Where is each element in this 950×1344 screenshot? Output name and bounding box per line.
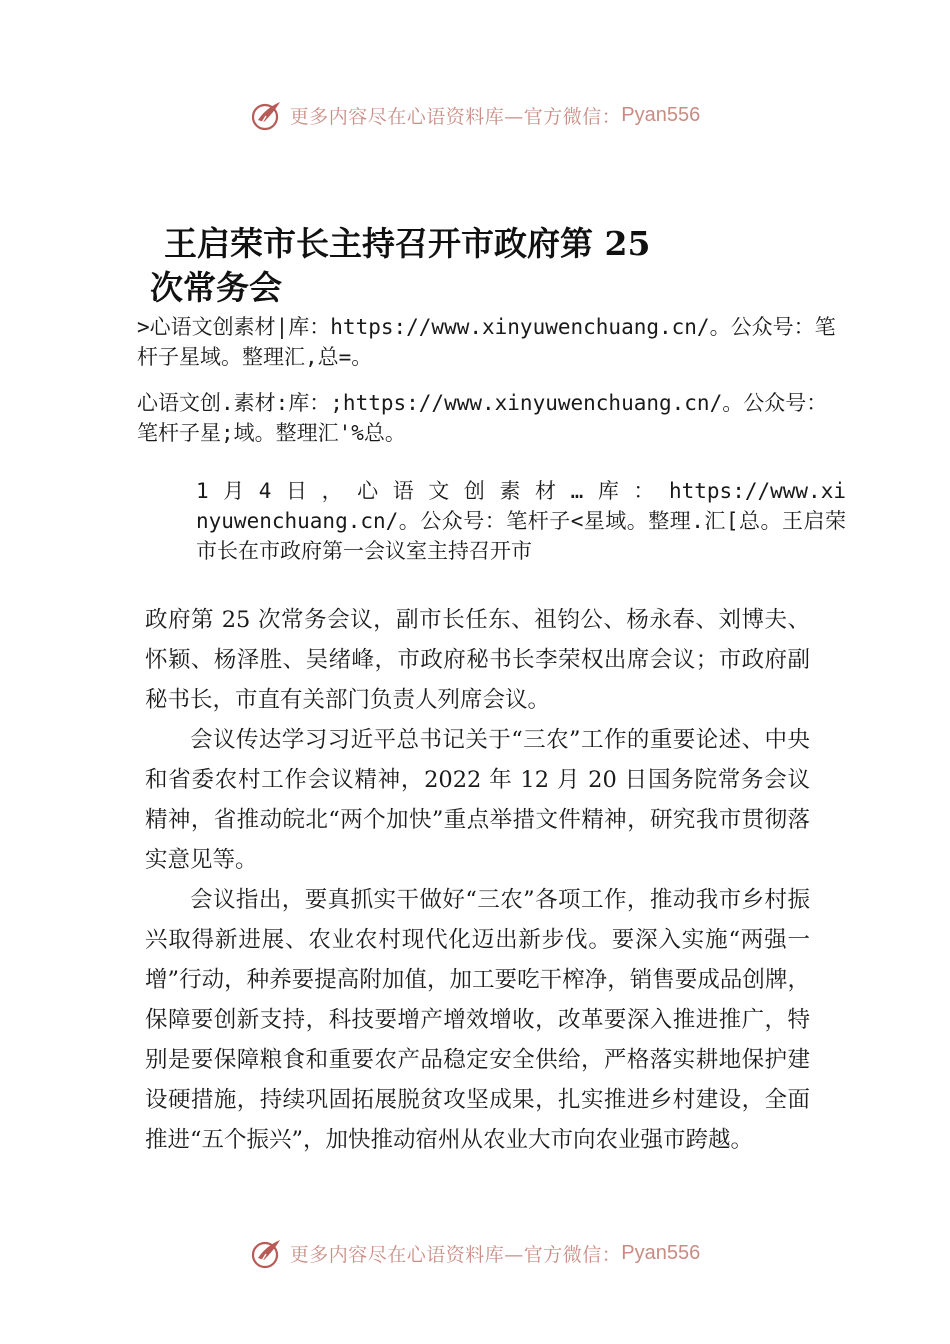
intro-paragraph <box>196 476 846 566</box>
header-banner <box>0 95 950 135</box>
watermark-paragraph-2: 心语文创.素材:库：;https://www.xinyuwenchuang.cn/。公众号：笔杆子星;域。整理汇'%总。 <box>137 391 828 445</box>
watermark-paragraph-1: >心语文创素材|库：https://www.xinyuwenchuang.cn/。公众号：笔杆子星域。整理汇,总=。 <box>137 315 836 369</box>
footer-banner <box>0 1233 950 1273</box>
banner-text: 更多内容尽在心语资料库—官方微信： <box>289 1243 622 1266</box>
body-paragraph-meeting-points: 会议指出，要真抓实干做好“三农”各项工作，推动我市乡村振兴取得新进展、农业农村现代化迈出新步伐。要深入实施“两强一增”行动，种养要提高附加值，加工要吃干榨净，销售要成品创牌，保障要创新支持，科技要增产增效增收，改革要深入推进推广，特别是要保障粮食和重要农产品稳定安全供给，严格落实耕地保护建设硬措施，持续巩固拓展脱贫攻坚成果，扎实推进乡村建设，全面推进“五个振兴”，加快推动宿州从农业大市向农业强市跨越。 <box>145 887 810 1153</box>
quill-logo-icon <box>250 1236 284 1270</box>
title-line-2: 次常务会 <box>150 268 282 307</box>
document-title <box>150 222 710 310</box>
body-paragraph-meeting-content: 会议传达学习习近平总书记关于“三农”工作的重要论述、中央和省委农村工作会议精神，2022 年 12 月 20 日国务院常务会议精神，省推动皖北“两个加快”重点举措文件精神，研究我市贯彻落实意见等。 <box>145 727 810 873</box>
intro-text: https://www.xinyuwenchuang.cn/。公众号：笔杆子<星域。整理.汇[总。王启荣市长在市政府第一会议室主持召开市 <box>196 479 846 563</box>
banner-wechat-id: Pyan556 <box>621 1241 701 1264</box>
quill-logo-icon <box>250 98 284 132</box>
title-line-1: 王启荣市长主持召开市政府第 25 <box>164 224 651 263</box>
intro-date: 1月4日，心语文创素材…库： <box>196 479 669 503</box>
banner-wechat-id: Pyan556 <box>621 103 701 126</box>
banner-text: 更多内容尽在心语资料库—官方微信： <box>289 105 622 128</box>
body-paragraph-attendees: 政府第 25 次常务会议，副市长任东、祖钧公、杨永春、刘博夫、怀颖、杨泽胜、吴绪峰，市政府秘书长李荣权出席会议；市政府副秘书长，市直有关部门负责人列席会议。 <box>145 607 810 713</box>
